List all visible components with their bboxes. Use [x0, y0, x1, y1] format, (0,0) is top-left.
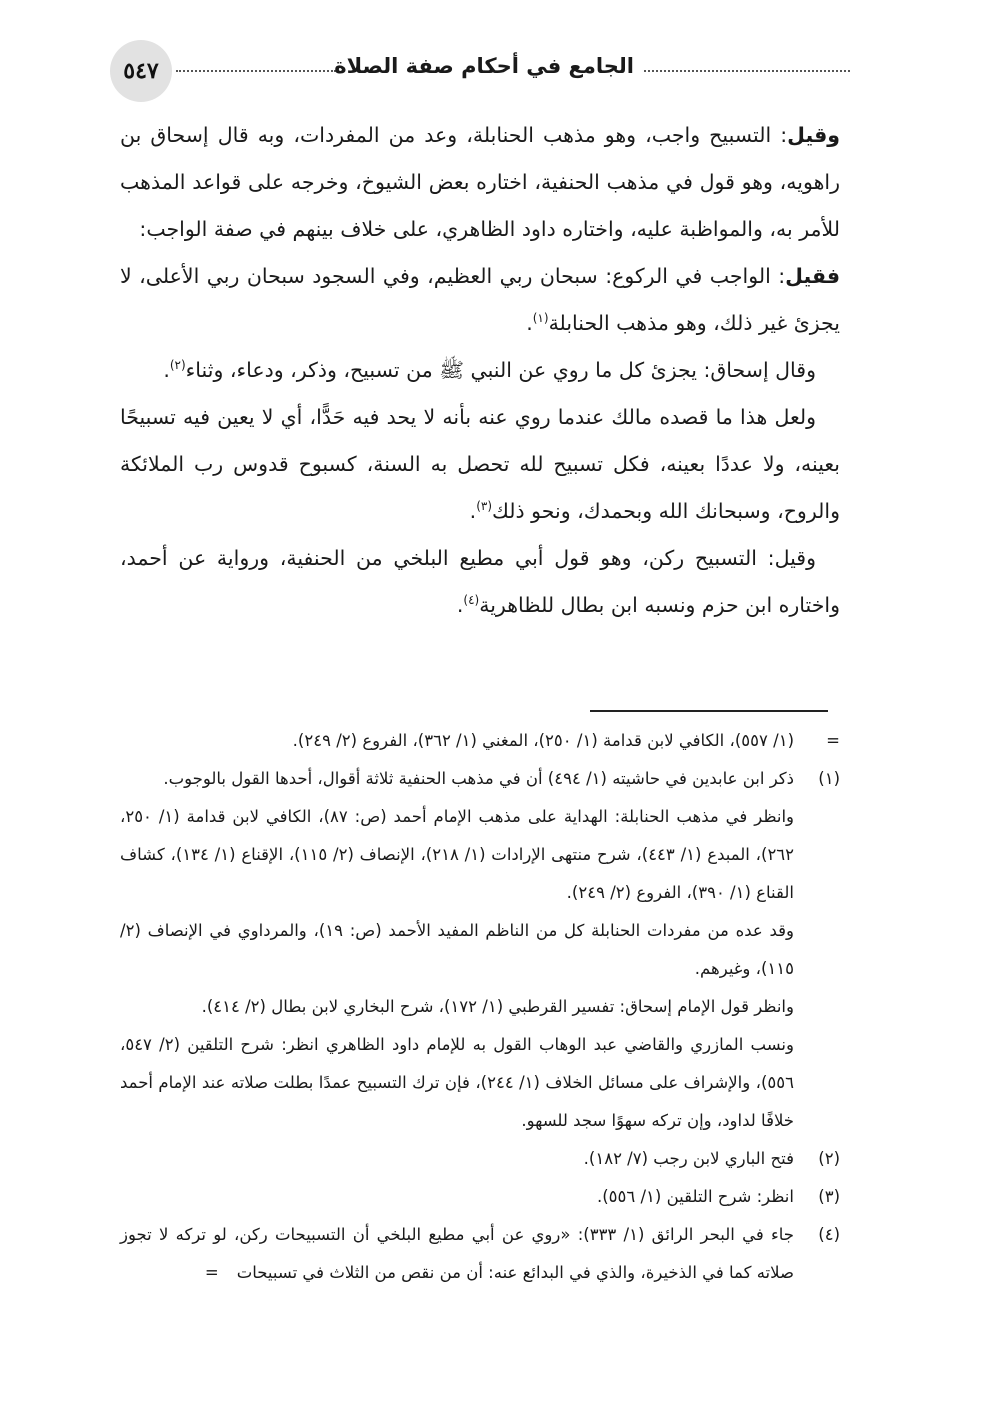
footnote-line: ونسب المازري والقاضي عبد الوهاب القول به للإمام داود الظاهري انظر: شرح التلقين (٢/ ٥٤٧، ٥٥٦)، والإشراف على مسائل الخلاف (١/ ٢٤٤)، فإن ترك التسبيح عمدًا بطلت صلاته عند الإمام أحمد خلافًا لداود، وإن تركه سهوًا سجد للسهو.: [120, 1035, 794, 1130]
footnote-body: [120, 1178, 794, 1216]
paragraph-lead: فقيل: [785, 264, 840, 288]
footnote-body: [120, 760, 794, 1140]
paragraph-text: وقال إسحاق: يجزئ كل ما روي عن النبي ﷺ من تسبيح، وذكر، ودعاء، وثناء: [185, 358, 816, 382]
footnote-marker: (٢): [818, 1149, 840, 1168]
footnote-line: [120, 1216, 794, 1292]
paragraph-end: .: [469, 499, 477, 523]
paragraph-end: .: [163, 358, 170, 382]
footnotes: [120, 722, 840, 1292]
footnote-ref[interactable]: (١): [532, 311, 549, 326]
footnote-line: وانظر في مذهب الحنابلة: الهداية على مذهب الإمام أحمد (ص: ٨٧)، الكافي لابن قدامة (١/ ٢٥٠، ٢٦٢)، المبدع (١/ ٤٤٣)، شرح منتهى الإرادات (١/ ٢١٨)، الإنصاف (٢/ ١١٥)، الإقناع (١/ ١٣٤)، كشاف القناع (١/ ٣٩٠)، الفروع (٢/ ٢٤٩).: [120, 807, 795, 902]
paragraph: [120, 112, 840, 253]
paragraph-end: .: [526, 311, 533, 335]
footnote-4: [120, 1216, 840, 1292]
paragraph-lead: وقيل: [787, 123, 840, 147]
footnote-ref[interactable]: (٢): [169, 358, 186, 373]
footnote-ref[interactable]: (٤): [463, 593, 480, 608]
paragraph-text: ولعل هذا ما قصده مالك عندما روي عنه بأنه لا يحد فيه حَدًّا، أي لا يعين فيه تسبيحًا بعينه، ولا عددًا بعينه، فكل تسبيح لله تحصل به السنة، كسبوح قدوس رب الملائكة والروح، وسبحانك الله وبحمدك، ونحو ذلك: [120, 405, 840, 523]
footnote-1: [120, 760, 840, 1140]
paragraph: [120, 394, 840, 535]
footnote-marker: (٣): [818, 1187, 840, 1206]
footnote-separator: [590, 710, 828, 712]
footnote-2: [120, 1140, 840, 1178]
footnote-marker: =: [826, 731, 840, 750]
footnote-line-text: جاء في البحر الرائق (١/ ٣٣٣): «روي عن أبي مطيع البلخي أن التسبيحات ركن، لو تركه لا تجوز صلاته كما في الذخيرة، والذي في البدائع عنه: أن من نقص من الثلاث في تسبيحات: [120, 1225, 794, 1282]
footnote-body: [120, 1216, 794, 1292]
paragraph: [120, 253, 840, 347]
footnote-line: فتح الباري لابن رجب (٧/ ١٨٢).: [583, 1149, 794, 1168]
footnote-continuation: [120, 722, 840, 760]
footnote-body: [120, 722, 794, 760]
page-number: ٥٤٧: [110, 40, 172, 102]
footnote-3: [120, 1178, 840, 1216]
paragraph: [120, 347, 840, 394]
paragraph-text: : التسبيح واجب، وهو مذهب الحنابلة، وعد من المفردات، وبه قال إسحاق بن راهويه، وهو قول في مذهب الحنفية، اختاره بعض الشيوخ، وخرجه على قواعد المذهب للأمر به، والمواظبة عليه، واختاره داود الظاهري، على خلاف بينهم في صفة الواجب:: [120, 123, 840, 241]
footnote-line: انظر: شرح التلقين (١/ ٥٥٦).: [596, 1187, 794, 1206]
paragraph-text: : الواجب في الركوع: سبحان ربي العظيم، وفي السجود سبحان ربي الأعلى، لا يجزئ غير ذلك، وهو مذهب الحنابلة: [120, 264, 840, 335]
footnote-line: ذكر ابن عابدين في حاشيته (١/ ٤٩٤) أن في مذهب الحنفية ثلاثة أقوال، أحدها القول بالوجوب.: [163, 769, 794, 788]
footnote-body: [120, 1140, 794, 1178]
running-title: الجامع في أحكام صفة الصلاة: [334, 54, 634, 78]
paragraph: [120, 535, 840, 629]
paragraph-end: .: [456, 593, 464, 617]
footnote-line: وقد عده من مفردات الحنابلة كل من الناظم المفيد الأحمد (ص: ١٩)، والمرداوي في الإنصاف (٢/ ١١٥)، وغيرهم.: [120, 921, 795, 978]
main-text: [120, 112, 840, 629]
footnote-marker: (٤): [818, 1225, 840, 1244]
continuation-mark: =: [204, 1263, 219, 1282]
paragraph-text: وقيل: التسبيح ركن، وهو قول أبي مطيع البلخي من الحنفية، ورواية عن أحمد، واختاره ابن حزم ونسبه ابن بطال للظاهرية: [120, 546, 840, 617]
footnote-marker: (١): [818, 769, 840, 788]
footnote-line: (١/ ٥٥٧)، الكافي لابن قدامة (١/ ٢٥٠)، المغني (١/ ٣٦٢)، الفروع (٢/ ٢٤٩).: [292, 731, 794, 750]
footnote-ref[interactable]: (٣): [476, 499, 493, 514]
footnote-line: وانظر قول الإمام إسحاق: تفسير القرطبي (١/ ١٧٢)، شرح البخاري لابن بطال (٢/ ٤١٤).: [201, 997, 794, 1016]
page-header: [110, 40, 850, 102]
header-dots-left: [176, 62, 336, 72]
header-dots-right: [644, 62, 850, 72]
